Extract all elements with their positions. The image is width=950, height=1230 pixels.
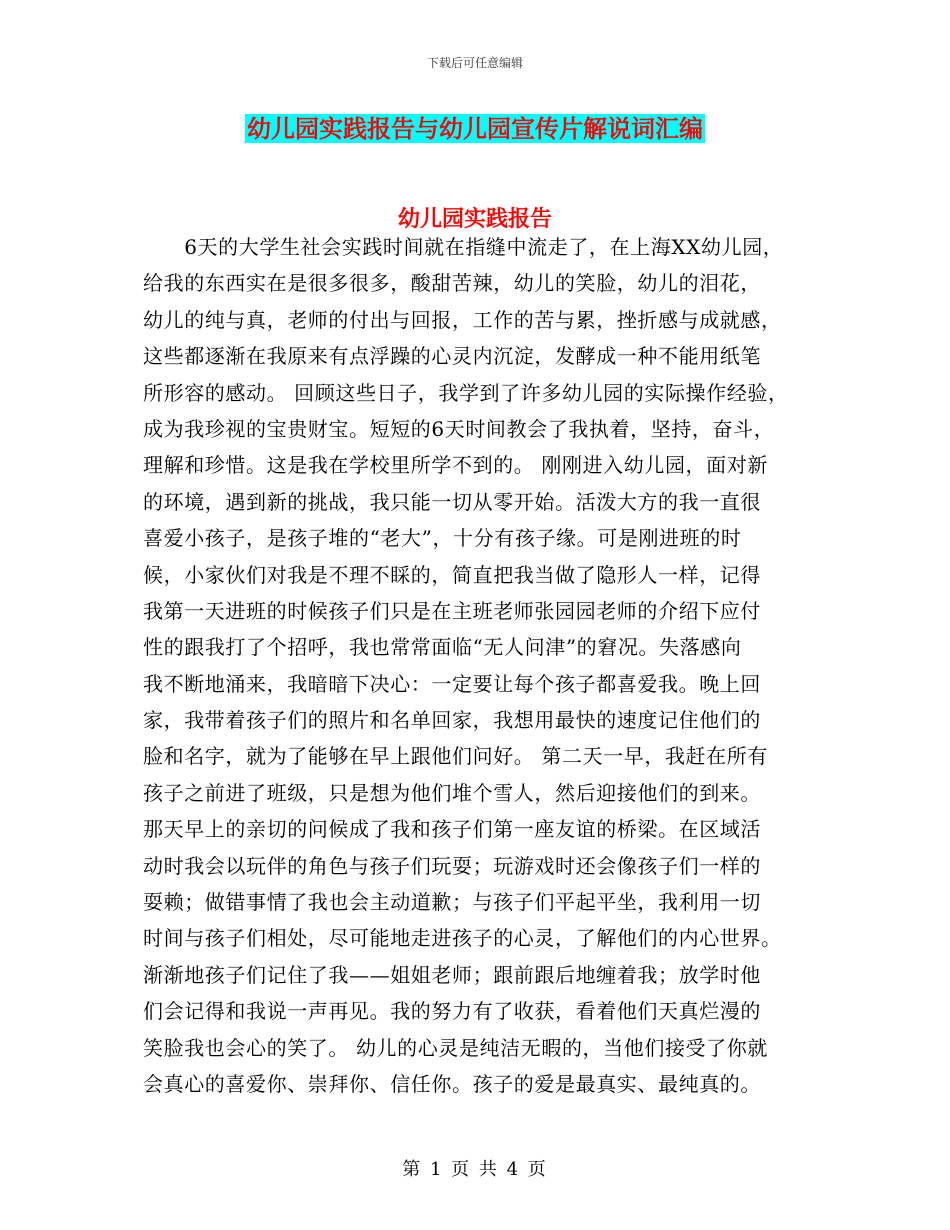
text-line: 笑脸我也会心的笑了。 幼儿的心灵是纯洁无暇的，当他们接受了你就 — [143, 1035, 768, 1060]
text-line: 6天的大学生社会实践时间就在指缝中流走了，在上海XX幼儿园， — [143, 235, 784, 259]
page-footer: 第 1 页 共 4 页 — [402, 1159, 548, 1180]
text-line: 理解和珍惜。这是我在学校里所学不到的。 刚刚进入幼儿园，面对新 — [143, 453, 768, 478]
text-line: 的环境，遇到新的挑战，我只能一切从零开始。活泼大方的我一直很 — [143, 489, 761, 514]
text-line: 耍赖；做错事情了我也会主动道歉；与孩子们平起平坐，我利用一切 — [143, 890, 761, 915]
text-line: 我第一天进班的时候孩子们只是在主班老师张园园老师的介绍下应付 — [143, 598, 761, 623]
text-line: 脸和名字，就为了能够在早上跟他们问好。 第二天一早，我赶在所有 — [143, 744, 768, 769]
text-line: 所形容的感动。 回顾这些日子，我学到了许多幼儿园的实际操作经验， — [143, 380, 789, 405]
section-title: 幼儿园实践报告 — [397, 206, 552, 232]
text-line: 家，我带着孩子们的照片和名单回家，我想用最快的速度记住他们的 — [143, 708, 761, 733]
text-line: 渐渐地孩子们记住了我——姐姐老师；跟前跟后地缠着我；放学时他 — [143, 962, 761, 987]
body-paragraph — [143, 229, 823, 1102]
text-line: 那天早上的亲切的问候成了我和孩子们第一座友谊的桥梁。在区域活 — [143, 817, 761, 842]
text-line: 喜爱小孩子，是孩子堆的“老大”，十分有孩子缘。可是刚进班的时 — [143, 526, 742, 551]
text-line: 动时我会以玩伴的角色与孩子们玩耍；玩游戏时还会像孩子们一样的 — [143, 853, 761, 878]
text-line: 成为我珍视的宝贵财宝。短短的6天时间教会了我执着，坚持，奋斗， — [143, 416, 775, 441]
text-line: 这些都逐渐在我原来有点浮躁的心灵内沉淀，发酵成一种不能用纸笔 — [143, 344, 761, 369]
text-line: 性的跟我打了个招呼，我也常常面临“无人问津”的窘况。失落感向 — [143, 635, 742, 660]
header-note: 下载后可任意编辑 — [426, 56, 523, 70]
text-line: 给我的东西实在是很多很多，酸甜苦辣，幼儿的笑脸，幼儿的泪花， — [143, 271, 761, 296]
document-title — [0, 112, 950, 146]
text-line: 时间与孩子们相处，尽可能地走进孩子的心灵，了解他们的内心世界。 — [143, 926, 782, 951]
document-title-text: 幼儿园实践报告与幼儿园宣传片解说词汇编 — [247, 114, 703, 143]
text-line: 幼儿的纯与真，老师的付出与回报，工作的苦与累，挫折感与成就感， — [143, 307, 782, 332]
text-line: 候，小家伙们对我是不理不睬的，简直把我当做了隐形人一样，记得 — [143, 562, 761, 587]
text-line: 会真心的喜爱你、崇拜你、信任你。孩子的爱是最真实、最纯真的。 — [143, 1071, 761, 1096]
text-line: 孩子之前进了班级，只是想为他们堆个雪人，然后迎接他们的到来。 — [143, 780, 761, 805]
text-line: 我不断地涌来，我暗暗下决心：一定要让每个孩子都喜爱我。晚上回 — [143, 671, 761, 696]
text-line: 们会记得和我说一声再见。我的努力有了收获，看着他们天真烂漫的 — [143, 999, 761, 1024]
